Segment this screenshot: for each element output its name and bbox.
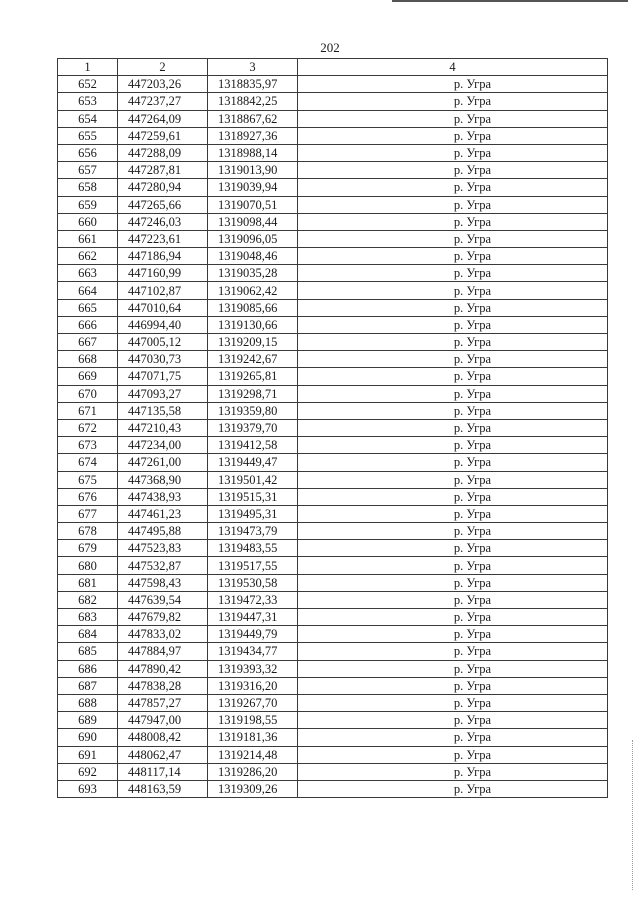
table-row bbox=[58, 746, 608, 763]
y-coordinate-cell: 1319447,31 bbox=[208, 609, 298, 626]
description-cell: р. Угра bbox=[298, 265, 608, 282]
y-coordinate-cell: 1319309,26 bbox=[208, 780, 298, 797]
description-cell: р. Угра bbox=[298, 729, 608, 746]
y-coordinate-cell: 1319214,48 bbox=[208, 746, 298, 763]
y-coordinate-cell: 1319039,94 bbox=[208, 179, 298, 196]
y-coordinate-cell: 1319267,70 bbox=[208, 694, 298, 711]
x-coordinate-cell: 447010,64 bbox=[118, 299, 208, 316]
table-row bbox=[58, 609, 608, 626]
y-coordinate-cell: 1319501,42 bbox=[208, 471, 298, 488]
description-cell: р. Угра bbox=[298, 230, 608, 247]
table-row bbox=[58, 368, 608, 385]
y-coordinate-cell: 1319098,44 bbox=[208, 213, 298, 230]
table-header-row bbox=[58, 59, 608, 76]
x-coordinate-cell: 447523,83 bbox=[118, 540, 208, 557]
point-number-cell: 665 bbox=[58, 299, 118, 316]
x-coordinate-cell: 447947,00 bbox=[118, 712, 208, 729]
x-coordinate-cell: 447203,26 bbox=[118, 76, 208, 93]
point-number-cell: 677 bbox=[58, 505, 118, 522]
description-cell: р. Угра bbox=[298, 454, 608, 471]
description-cell: р. Угра bbox=[298, 368, 608, 385]
description-cell: р. Угра bbox=[298, 419, 608, 436]
table-row bbox=[58, 471, 608, 488]
description-cell: р. Угра bbox=[298, 316, 608, 333]
y-coordinate-cell: 1318927,36 bbox=[208, 127, 298, 144]
point-number-cell: 690 bbox=[58, 729, 118, 746]
x-coordinate-cell: 447838,28 bbox=[118, 677, 208, 694]
table-row bbox=[58, 557, 608, 574]
point-number-cell: 667 bbox=[58, 334, 118, 351]
scan-edge-mark bbox=[632, 740, 634, 890]
table-row bbox=[58, 574, 608, 591]
x-coordinate-cell: 447030,73 bbox=[118, 351, 208, 368]
x-coordinate-cell: 447598,43 bbox=[118, 574, 208, 591]
point-number-cell: 684 bbox=[58, 626, 118, 643]
point-number-cell: 664 bbox=[58, 282, 118, 299]
y-coordinate-cell: 1319013,90 bbox=[208, 162, 298, 179]
x-coordinate-cell: 447833,02 bbox=[118, 626, 208, 643]
table-row bbox=[58, 196, 608, 213]
coordinates-table bbox=[57, 58, 608, 798]
table-row bbox=[58, 677, 608, 694]
x-coordinate-cell: 447223,61 bbox=[118, 230, 208, 247]
table-row bbox=[58, 729, 608, 746]
description-cell: р. Угра bbox=[298, 385, 608, 402]
description-cell: р. Угра bbox=[298, 626, 608, 643]
x-coordinate-cell: 447265,66 bbox=[118, 196, 208, 213]
point-number-cell: 691 bbox=[58, 746, 118, 763]
table-row bbox=[58, 385, 608, 402]
y-coordinate-cell: 1319393,32 bbox=[208, 660, 298, 677]
point-number-cell: 673 bbox=[58, 437, 118, 454]
table-row bbox=[58, 282, 608, 299]
point-number-cell: 653 bbox=[58, 93, 118, 110]
x-coordinate-cell: 447639,54 bbox=[118, 591, 208, 608]
page-number: 202 bbox=[320, 40, 340, 55]
x-coordinate-cell: 447368,90 bbox=[118, 471, 208, 488]
point-number-cell: 679 bbox=[58, 540, 118, 557]
y-coordinate-cell: 1318842,25 bbox=[208, 93, 298, 110]
y-coordinate-cell: 1318835,97 bbox=[208, 76, 298, 93]
y-coordinate-cell: 1319265,81 bbox=[208, 368, 298, 385]
point-number-cell: 663 bbox=[58, 265, 118, 282]
x-coordinate-cell: 447532,87 bbox=[118, 557, 208, 574]
column-header-2: 2 bbox=[118, 59, 208, 76]
point-number-cell: 693 bbox=[58, 780, 118, 797]
description-cell: р. Угра bbox=[298, 334, 608, 351]
point-number-cell: 656 bbox=[58, 144, 118, 161]
y-coordinate-cell: 1319286,20 bbox=[208, 763, 298, 780]
description-cell: р. Угра bbox=[298, 144, 608, 161]
column-header-3: 3 bbox=[208, 59, 298, 76]
description-cell: р. Угра bbox=[298, 179, 608, 196]
x-coordinate-cell: 447160,99 bbox=[118, 265, 208, 282]
description-cell: р. Угра bbox=[298, 76, 608, 93]
point-number-cell: 662 bbox=[58, 248, 118, 265]
point-number-cell: 680 bbox=[58, 557, 118, 574]
y-coordinate-cell: 1319483,55 bbox=[208, 540, 298, 557]
table-row bbox=[58, 763, 608, 780]
x-coordinate-cell: 448117,14 bbox=[118, 763, 208, 780]
x-coordinate-cell: 447237,27 bbox=[118, 93, 208, 110]
description-cell: р. Угра bbox=[298, 505, 608, 522]
x-coordinate-cell: 447857,27 bbox=[118, 694, 208, 711]
description-cell: р. Угра bbox=[298, 643, 608, 660]
point-number-cell: 668 bbox=[58, 351, 118, 368]
table-row bbox=[58, 523, 608, 540]
x-coordinate-cell: 447071,75 bbox=[118, 368, 208, 385]
description-cell: р. Угра bbox=[298, 488, 608, 505]
description-cell: р. Угра bbox=[298, 746, 608, 763]
x-coordinate-cell: 447135,58 bbox=[118, 402, 208, 419]
x-coordinate-cell: 447495,88 bbox=[118, 523, 208, 540]
point-number-cell: 682 bbox=[58, 591, 118, 608]
x-coordinate-cell: 447005,12 bbox=[118, 334, 208, 351]
point-number-cell: 688 bbox=[58, 694, 118, 711]
x-coordinate-cell: 447210,43 bbox=[118, 419, 208, 436]
description-cell: р. Угра bbox=[298, 282, 608, 299]
x-coordinate-cell: 448062,47 bbox=[118, 746, 208, 763]
x-coordinate-cell: 447287,81 bbox=[118, 162, 208, 179]
description-cell: р. Угра bbox=[298, 557, 608, 574]
point-number-cell: 685 bbox=[58, 643, 118, 660]
point-number-cell: 672 bbox=[58, 419, 118, 436]
table-body bbox=[58, 76, 608, 798]
y-coordinate-cell: 1319209,15 bbox=[208, 334, 298, 351]
table-row bbox=[58, 402, 608, 419]
x-coordinate-cell: 447093,27 bbox=[118, 385, 208, 402]
top-rule-line bbox=[392, 0, 628, 2]
y-coordinate-cell: 1319359,80 bbox=[208, 402, 298, 419]
y-coordinate-cell: 1319130,66 bbox=[208, 316, 298, 333]
description-cell: р. Угра bbox=[298, 523, 608, 540]
x-coordinate-cell: 447102,87 bbox=[118, 282, 208, 299]
table-row bbox=[58, 694, 608, 711]
point-number-cell: 678 bbox=[58, 523, 118, 540]
description-cell: р. Угра bbox=[298, 609, 608, 626]
x-coordinate-cell: 447438,93 bbox=[118, 488, 208, 505]
table-row bbox=[58, 230, 608, 247]
x-coordinate-cell: 447461,23 bbox=[118, 505, 208, 522]
table-row bbox=[58, 316, 608, 333]
description-cell: р. Угра bbox=[298, 299, 608, 316]
description-cell: р. Угра bbox=[298, 93, 608, 110]
table-row bbox=[58, 144, 608, 161]
table-row bbox=[58, 265, 608, 282]
point-number-cell: 676 bbox=[58, 488, 118, 505]
x-coordinate-cell: 446994,40 bbox=[118, 316, 208, 333]
table-row bbox=[58, 127, 608, 144]
description-cell: р. Угра bbox=[298, 540, 608, 557]
table-row bbox=[58, 213, 608, 230]
table-row bbox=[58, 419, 608, 436]
description-cell: р. Угра bbox=[298, 712, 608, 729]
table-row bbox=[58, 626, 608, 643]
point-number-cell: 675 bbox=[58, 471, 118, 488]
table-row bbox=[58, 93, 608, 110]
y-coordinate-cell: 1318988,14 bbox=[208, 144, 298, 161]
point-number-cell: 681 bbox=[58, 574, 118, 591]
x-coordinate-cell: 447234,00 bbox=[118, 437, 208, 454]
description-cell: р. Угра bbox=[298, 694, 608, 711]
point-number-cell: 689 bbox=[58, 712, 118, 729]
y-coordinate-cell: 1319515,31 bbox=[208, 488, 298, 505]
x-coordinate-cell: 447679,82 bbox=[118, 609, 208, 626]
y-coordinate-cell: 1319412,58 bbox=[208, 437, 298, 454]
y-coordinate-cell: 1319070,51 bbox=[208, 196, 298, 213]
description-cell: р. Угра bbox=[298, 437, 608, 454]
point-number-cell: 666 bbox=[58, 316, 118, 333]
point-number-cell: 683 bbox=[58, 609, 118, 626]
description-cell: р. Угра bbox=[298, 196, 608, 213]
table-row bbox=[58, 248, 608, 265]
column-header-1: 1 bbox=[58, 59, 118, 76]
table-row bbox=[58, 299, 608, 316]
table-row bbox=[58, 488, 608, 505]
y-coordinate-cell: 1319062,42 bbox=[208, 282, 298, 299]
table-row bbox=[58, 76, 608, 93]
description-cell: р. Угра bbox=[298, 574, 608, 591]
table-row bbox=[58, 591, 608, 608]
table-row bbox=[58, 110, 608, 127]
table-row bbox=[58, 643, 608, 660]
point-number-cell: 654 bbox=[58, 110, 118, 127]
x-coordinate-cell: 447246,03 bbox=[118, 213, 208, 230]
x-coordinate-cell: 448008,42 bbox=[118, 729, 208, 746]
y-coordinate-cell: 1318867,62 bbox=[208, 110, 298, 127]
point-number-cell: 686 bbox=[58, 660, 118, 677]
y-coordinate-cell: 1319198,55 bbox=[208, 712, 298, 729]
description-cell: р. Угра bbox=[298, 660, 608, 677]
point-number-cell: 657 bbox=[58, 162, 118, 179]
table-row bbox=[58, 437, 608, 454]
column-header-4: 4 bbox=[298, 59, 608, 76]
y-coordinate-cell: 1319517,55 bbox=[208, 557, 298, 574]
y-coordinate-cell: 1319242,67 bbox=[208, 351, 298, 368]
description-cell: р. Угра bbox=[298, 591, 608, 608]
description-cell: р. Угра bbox=[298, 763, 608, 780]
x-coordinate-cell: 447264,09 bbox=[118, 110, 208, 127]
y-coordinate-cell: 1319316,20 bbox=[208, 677, 298, 694]
x-coordinate-cell: 447186,94 bbox=[118, 248, 208, 265]
point-number-cell: 655 bbox=[58, 127, 118, 144]
y-coordinate-cell: 1319379,70 bbox=[208, 419, 298, 436]
y-coordinate-cell: 1319473,79 bbox=[208, 523, 298, 540]
description-cell: р. Угра bbox=[298, 471, 608, 488]
x-coordinate-cell: 447890,42 bbox=[118, 660, 208, 677]
point-number-cell: 658 bbox=[58, 179, 118, 196]
point-number-cell: 660 bbox=[58, 213, 118, 230]
y-coordinate-cell: 1319181,36 bbox=[208, 729, 298, 746]
description-cell: р. Угра bbox=[298, 248, 608, 265]
table-row bbox=[58, 505, 608, 522]
y-coordinate-cell: 1319298,71 bbox=[208, 385, 298, 402]
table-row bbox=[58, 179, 608, 196]
table-row bbox=[58, 660, 608, 677]
x-coordinate-cell: 447259,61 bbox=[118, 127, 208, 144]
y-coordinate-cell: 1319434,77 bbox=[208, 643, 298, 660]
point-number-cell: 692 bbox=[58, 763, 118, 780]
y-coordinate-cell: 1319472,33 bbox=[208, 591, 298, 608]
description-cell: р. Угра bbox=[298, 677, 608, 694]
description-cell: р. Угра bbox=[298, 127, 608, 144]
y-coordinate-cell: 1319035,28 bbox=[208, 265, 298, 282]
table-row bbox=[58, 780, 608, 797]
description-cell: р. Угра bbox=[298, 780, 608, 797]
point-number-cell: 659 bbox=[58, 196, 118, 213]
y-coordinate-cell: 1319449,79 bbox=[208, 626, 298, 643]
description-cell: р. Угра bbox=[298, 162, 608, 179]
y-coordinate-cell: 1319048,46 bbox=[208, 248, 298, 265]
point-number-cell: 687 bbox=[58, 677, 118, 694]
point-number-cell: 674 bbox=[58, 454, 118, 471]
description-cell: р. Угра bbox=[298, 213, 608, 230]
table-row bbox=[58, 334, 608, 351]
table-row bbox=[58, 540, 608, 557]
point-number-cell: 669 bbox=[58, 368, 118, 385]
y-coordinate-cell: 1319085,66 bbox=[208, 299, 298, 316]
x-coordinate-cell: 447288,09 bbox=[118, 144, 208, 161]
x-coordinate-cell: 447261,00 bbox=[118, 454, 208, 471]
x-coordinate-cell: 447280,94 bbox=[118, 179, 208, 196]
point-number-cell: 670 bbox=[58, 385, 118, 402]
x-coordinate-cell: 447884,97 bbox=[118, 643, 208, 660]
table-row bbox=[58, 712, 608, 729]
point-number-cell: 671 bbox=[58, 402, 118, 419]
point-number-cell: 652 bbox=[58, 76, 118, 93]
y-coordinate-cell: 1319449,47 bbox=[208, 454, 298, 471]
y-coordinate-cell: 1319495,31 bbox=[208, 505, 298, 522]
x-coordinate-cell: 448163,59 bbox=[118, 780, 208, 797]
table-row bbox=[58, 351, 608, 368]
description-cell: р. Угра bbox=[298, 351, 608, 368]
description-cell: р. Угра bbox=[298, 402, 608, 419]
point-number-cell: 661 bbox=[58, 230, 118, 247]
description-cell: р. Угра bbox=[298, 110, 608, 127]
y-coordinate-cell: 1319096,05 bbox=[208, 230, 298, 247]
table-row bbox=[58, 162, 608, 179]
table-row bbox=[58, 454, 608, 471]
y-coordinate-cell: 1319530,58 bbox=[208, 574, 298, 591]
